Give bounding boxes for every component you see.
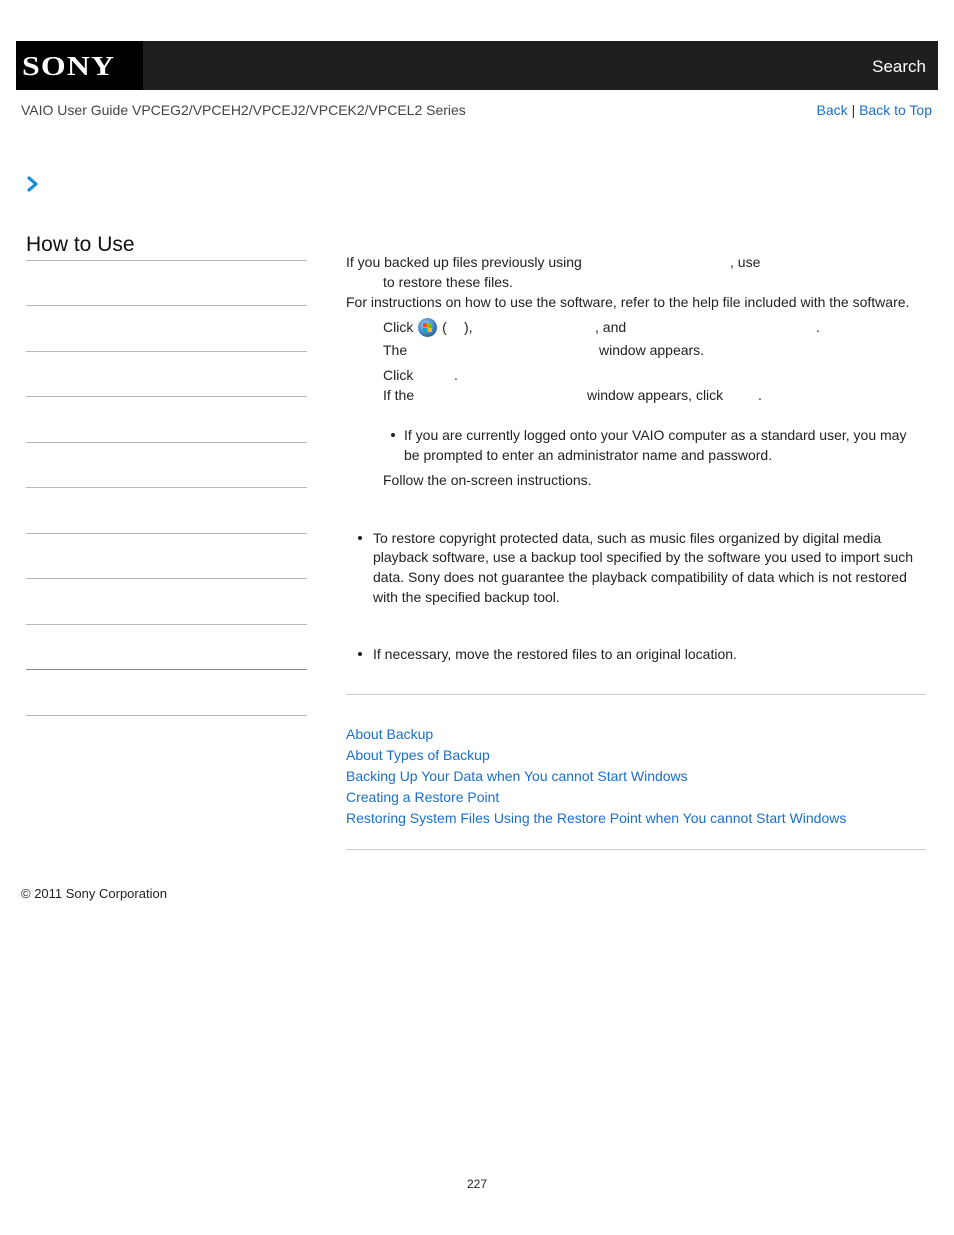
step-text: The xyxy=(383,342,408,358)
sidebar-item[interactable] xyxy=(26,625,307,669)
bullet-icon xyxy=(358,652,362,656)
step-2: Click xyxy=(383,367,414,383)
sony-logo-text: SONY xyxy=(22,51,116,81)
note-text: playback software, use a backup tool specified by the software you used to import such xyxy=(373,549,914,565)
step-text: ), xyxy=(464,319,473,335)
nav-separator: | xyxy=(851,102,856,118)
copyright: © 2011 Sony Corporation xyxy=(21,886,167,901)
note-text: be prompted to enter an administrator name and password. xyxy=(404,447,773,463)
intro-text: For instructions on how to use the software, refer to the help file included with the software. xyxy=(346,294,910,310)
back-link[interactable]: Back xyxy=(816,102,848,118)
sidebar-item[interactable] xyxy=(26,579,307,623)
sidebar-divider xyxy=(26,715,307,716)
header-bar xyxy=(16,41,938,90)
related-link-about-backup[interactable]: About Backup xyxy=(346,726,434,742)
related-link-backing-up-data[interactable]: Backing Up Your Data when You cannot Start Windows xyxy=(346,768,688,784)
guide-title: VAIO User Guide VPCEG2/VPCEH2/VPCEJ2/VPCEK2/VPCEL2 Series xyxy=(21,102,466,118)
step-3: Follow the on-screen instructions. xyxy=(383,472,592,488)
related-link-creating-restore-point[interactable]: Creating a Restore Point xyxy=(346,789,500,805)
sony-logo[interactable] xyxy=(16,41,143,90)
step-text: . xyxy=(454,367,458,383)
intro-text: , use xyxy=(730,254,761,270)
sidebar-item[interactable] xyxy=(26,488,307,532)
related-link-restoring-system-files[interactable]: Restoring System Files Using the Restore Point when You cannot Start Windows xyxy=(346,810,847,826)
chevron-right-icon[interactable] xyxy=(26,176,40,192)
related-link-types-of-backup[interactable]: About Types of Backup xyxy=(346,747,490,763)
sidebar-item[interactable] xyxy=(26,670,307,714)
step-text: ( xyxy=(442,319,447,335)
section-divider xyxy=(346,694,926,695)
note-text: If you are currently logged onto your VAIO computer as a standard user, you may xyxy=(404,427,907,443)
top-navigation xyxy=(817,102,932,119)
note-text: with the specified backup tool. xyxy=(373,589,560,605)
related-topics xyxy=(346,724,846,829)
note-text: To restore copyright protected data, such as music files organized by digital media xyxy=(373,530,882,546)
sidebar-item[interactable] xyxy=(26,306,307,350)
step-text: . xyxy=(816,319,820,335)
step-text: window appears, click xyxy=(587,387,724,403)
note-text: data. Sony does not guarantee the playback compatibility of data which is not restored xyxy=(373,569,907,585)
page-number: 227 xyxy=(466,1177,488,1191)
sidebar-heading: How to Use xyxy=(26,233,135,256)
step-text: Click xyxy=(383,319,414,335)
back-to-top-link[interactable]: Back to Top xyxy=(859,102,932,118)
sidebar-item[interactable] xyxy=(26,352,307,396)
sidebar xyxy=(26,232,307,260)
hint-text: If necessary, move the restored files to an original location. xyxy=(373,646,737,662)
step-text: , and xyxy=(595,319,627,335)
step-text: . xyxy=(758,387,762,403)
section-divider xyxy=(346,849,926,850)
sidebar-item[interactable] xyxy=(26,261,307,305)
step-text: If the xyxy=(383,387,415,403)
bullet-icon xyxy=(391,433,395,437)
bullet-icon xyxy=(358,536,362,540)
step-1 xyxy=(383,317,447,337)
sidebar-item[interactable] xyxy=(26,443,307,487)
search-link[interactable]: Search xyxy=(872,57,926,76)
sidebar-item[interactable] xyxy=(26,534,307,578)
sidebar-item[interactable] xyxy=(26,397,307,441)
intro-text: If you backed up files previously using xyxy=(346,254,582,270)
step-text: window appears. xyxy=(599,342,705,358)
windows-start-icon xyxy=(418,318,437,337)
intro-text: to restore these files. xyxy=(383,274,513,290)
